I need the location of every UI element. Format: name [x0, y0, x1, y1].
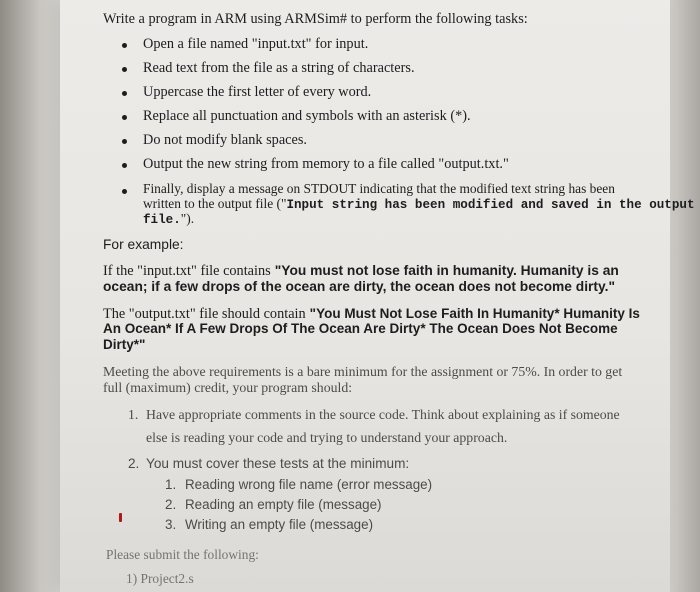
bullet-dot — [122, 189, 127, 194]
task-item-4: Replace all punctuation and symbols with an asterisk (*). — [143, 108, 471, 124]
bullet-dot — [122, 115, 127, 120]
input-example-line1: If the "input.txt" file contains "You must not lose faith in humanity. Humanity is an — [103, 263, 619, 279]
requirements-line2: full (maximum) credit, your program should: — [103, 380, 353, 395]
credit-item-1-line2: else is reading your code and trying to understand your approach. — [146, 430, 508, 445]
task-item-7-cont: written to the output file ("Input string has been modified and saved in the output — [143, 196, 695, 212]
task-item-7: Finally, display a message on STDOUT indicating that the modified text string has been — [143, 181, 615, 196]
task-item-5: Do not modify blank spaces. — [143, 132, 307, 148]
submit-heading: Please submit the following: — [106, 547, 259, 562]
input-example-line2: ocean; if a few drops of the ocean are dirty, the ocean does not become dirty." — [103, 279, 616, 294]
output-example-line2: An Ocean* If A Few Drops Of The Ocean Are Dirty* The Ocean Does Not Become — [103, 321, 618, 336]
bullet-dot — [122, 67, 127, 72]
bullet-dot — [122, 43, 127, 48]
bullet-dot — [122, 91, 127, 96]
credit-item-2-number: 2. — [128, 456, 140, 471]
task-item-3: Uppercase the first letter of every word. — [143, 84, 372, 100]
test-item-3-number: 3. — [165, 517, 177, 532]
test-item-2: Reading an empty file (message) — [185, 497, 382, 512]
test-item-1-number: 1. — [165, 477, 177, 492]
output-example-line3: Dirty*" — [103, 337, 146, 352]
task-item-6: Output the new string from memory to a file called "output.txt." — [143, 156, 509, 172]
bullet-dot — [122, 139, 127, 144]
bullet-dot — [122, 163, 127, 168]
task-intro: Write a program in ARM using ARMSim# to perform the following tasks: — [103, 11, 528, 27]
example-heading: For example: — [103, 237, 184, 252]
task-item-7-end: file."). — [143, 211, 195, 227]
requirements-line1: Meeting the above requirements is a bare minimum for the assignment or 75%. In order to get — [103, 364, 623, 379]
task-item-1: Open a file named "input.txt" for input. — [143, 36, 369, 52]
test-item-1: Reading wrong file name (error message) — [185, 477, 433, 492]
output-example-line1: The "output.txt" file should contain "You Must Not Lose Faith In Humanity* Humanity Is — [103, 306, 640, 322]
credit-item-1-line1: Have appropriate comments in the source code. Think about explaining as if someone — [146, 407, 620, 422]
test-item-2-number: 2. — [165, 497, 177, 512]
credit-item-1-number: 1. — [128, 407, 139, 422]
red-ink-mark — [119, 513, 122, 522]
credit-item-2-text: You must cover these tests at the minimum: — [146, 456, 410, 471]
submit-item-1: 1) Project2.s — [126, 571, 194, 586]
task-item-2: Read text from the file as a string of characters. — [143, 60, 415, 76]
test-item-3: Writing an empty file (message) — [185, 517, 374, 532]
